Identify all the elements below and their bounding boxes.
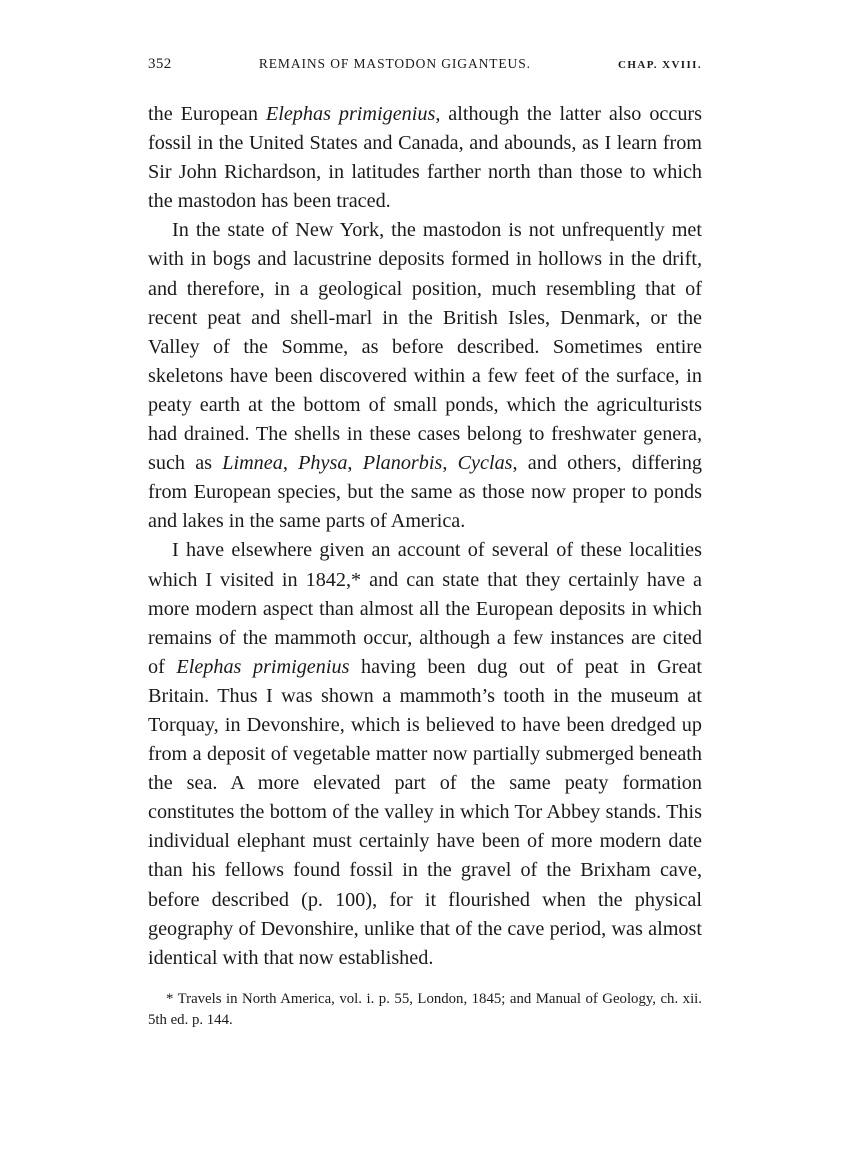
- text-run: having been dug out of peat in Great Britain. Thus I was shown a mammoth’s tooth in the museum at Torquay, in Devonshire, which is believed to have been dredged up from a deposit of vegetable matter now partially submerged beneath the sea. A more elevated part of the same peaty formation constitutes the bottom of the valley in which Tor Abbey stands. This individual elephant must certainly have been of more modern date than his fellows found fossil in the gravel of the Brixham cave, before described (p. 100), for it flourished when the physical geography of Devonshire, unlike that of the cave period, was almost identical with that now established.: [148, 655, 702, 969]
- text-run: the European: [148, 103, 266, 125]
- footnote-text: * Travels in North America, vol. i. p. 55, London, 1845; and Manual of Geology, ch. xii. 5th ed. p. 144.: [148, 990, 702, 1028]
- italic-term: Elephas primigenius: [176, 655, 350, 678]
- text-run: In the state of New York, the mastodon is not unfrequently met with in bogs and lacustrine deposits formed in hollows in the drift, and therefore, in a geological position, much resembling that of recent peat and shell-marl in the British Isles, Denmark, or the Valley of the Somme, as before described. Sometimes entire skeletons have been discovered within a few feet of the surface, in peaty earth at the bottom of small ponds, which the agriculturists had drained. The shells in these cases belong to freshwater genera, such as: [148, 219, 702, 475]
- text-run: ,: [442, 452, 458, 475]
- italic-term: Planorbis: [362, 452, 443, 475]
- text-run: ,: [282, 452, 299, 475]
- italic-term: Physa: [298, 452, 348, 475]
- italic-term: Cyclas: [457, 452, 513, 475]
- page-number: 352: [148, 56, 172, 72]
- text-run: I have elsewhere given an account of several of these localities which I visited in 1842,* and can state that they certainly have a more modern aspect than almost all the European deposits in which remains of the mammoth occur, although a few instances are cited of: [148, 539, 702, 678]
- chapter-reference: CHAP. XVIII.: [618, 59, 702, 71]
- book-page: [148, 56, 702, 1031]
- text-run: ,: [347, 452, 363, 475]
- italic-term: Limnea: [222, 452, 283, 475]
- body-text: [148, 100, 702, 973]
- italic-term: Elephas primigenius: [265, 103, 436, 125]
- body-paragraph: [148, 100, 702, 216]
- running-title: REMAINS OF MASTODON GIGANTEUS.: [258, 56, 531, 71]
- body-paragraph: [148, 216, 702, 536]
- text-run: , although the latter also occurs fossil in the United States and Canada, and abounds, as I learn from Sir John Richardson, in latitudes farther north than those to which the mastodon has been traced.: [148, 103, 703, 213]
- footnote: [148, 989, 702, 1031]
- running-header: [148, 56, 702, 80]
- body-paragraph: [148, 536, 702, 972]
- text-run: , and others, differing from European species, but the same as those now proper to ponds and lakes in the same parts of America.: [148, 452, 703, 533]
